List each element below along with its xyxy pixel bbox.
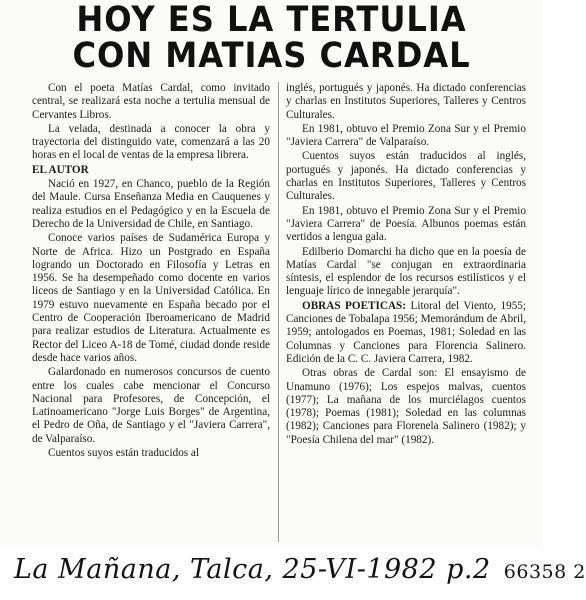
headline-line-2: CON MATIAS CARDAL xyxy=(72,36,471,76)
column-divider xyxy=(278,82,279,542)
left-column xyxy=(32,82,270,461)
handwritten-source: La Mañana, Talca, 25-VI-1982 p.2 xyxy=(14,554,491,585)
section-heading-obras: OBRAS POETICAS: xyxy=(302,299,406,312)
paragraph: En 1981, obtuvo el Premio Zona Sur y el Premio "Javiera Carrera" de Poesía. Albunos poemas están vertidos a lengua gala. xyxy=(286,204,526,244)
paragraph: Cuentos suyos están traducidos al xyxy=(48,447,200,460)
obras-text: Litoral del Viento, 1955; Canciones de Tobalapa 1956; Memorándum de Abril, 1959; antologados en Poemas, 1981; Soledad en las Columnas y Canciones para Florencia Salinero. Edición de la C. C. Javiera Carrera, 1982. xyxy=(286,299,527,365)
headline-line-1: HOY ES LA TERTULIA xyxy=(76,0,467,40)
paragraph: Galardonado en numerosos concursos de cuento entre los cuales cabe mencionar el Concurso Nacional para Profesores, de Concepción, el Latinoamericano "Jorge Luis Borges" de Argentina, el Pedro de Oña, de Santiago y el "Javiera Carrera", de Valparaíso. xyxy=(32,366,270,445)
catalog-code: 66358 2 xyxy=(503,561,586,583)
right-column xyxy=(286,82,526,448)
paragraph: Otras obras de Cardal son: El ensayismo de Unamuno (1976); Los espejos malvas, cuentos (1977); La mañana de los murciélagos cuentos (1978); Poemas (1981); Soledad en las columnas (1982); Canciones para Florenela Salinero (1982); y "Poesía Chilena del mar" (1982). xyxy=(286,367,526,446)
paragraph: La velada, destinada a conocer la obra y trayectoria del distinguido vate, comenzará a las 20 horas en el local de ventas de la empresa librera. xyxy=(32,122,270,162)
paragraph: Nació en 1927, en Chanco, pueblo de la Región del Maule. Cursa Enseñanza Media en Cauquenes y realiza estudios en el Pedagógico y en la Escuela de Derecho de la Universidad de Chile, en Santiago. xyxy=(32,178,270,230)
section-heading-autor: EL AUTOR xyxy=(32,163,89,176)
paragraph: Conoce varios países de Sudamérica Europa y Norte de Africa. Hizo un Postgrado en España logrando un Doctorado en Filosofía y Letras en 1956. Se ha desempeñado como docente en varios liceos de Santiago y en la Universidad Católica. En 1979 estuvo nuevamente en España becado por el Centro de Cooperación Iberoamericano de Madrid para realizar estudios de Literatura. Actualmente es Rector del Liceo A-18 de Tomé, ciudad donde reside desde hace varios años. xyxy=(32,232,270,364)
paragraph: inglés, portugués y japonés. Ha dictado conferencias y charlas en Institutos Superiores, Talleres y Centros Culturales. xyxy=(286,82,526,121)
paragraph-obras xyxy=(286,300,526,366)
paragraph: Edilberio Domarchi ha dicho que en la poesía de Matías Cardal "se conjugan en extraordinaria síntesis, el esplendor de los recursos estilísticos y el lenguaje lírico de innegable jerarquía". xyxy=(286,245,526,298)
paragraph: Con el poeta Matías Cardal, como invitado central, se realizará esta noche a tertulia mensual de Cervantes Libros. xyxy=(32,82,270,121)
paragraph: En 1981, obtuvo el Premio Zona Sur y el Premio "Javiera Carrera" de Valparaíso. xyxy=(286,122,526,149)
paragraph: Cuentos suyos están traducidos al inglés, portugués y japonés. Ha dictado conferencias y charlas en Institutos Superiores, Talleres y Centros Culturales. xyxy=(286,150,526,203)
handwritten-annotation xyxy=(14,548,586,592)
